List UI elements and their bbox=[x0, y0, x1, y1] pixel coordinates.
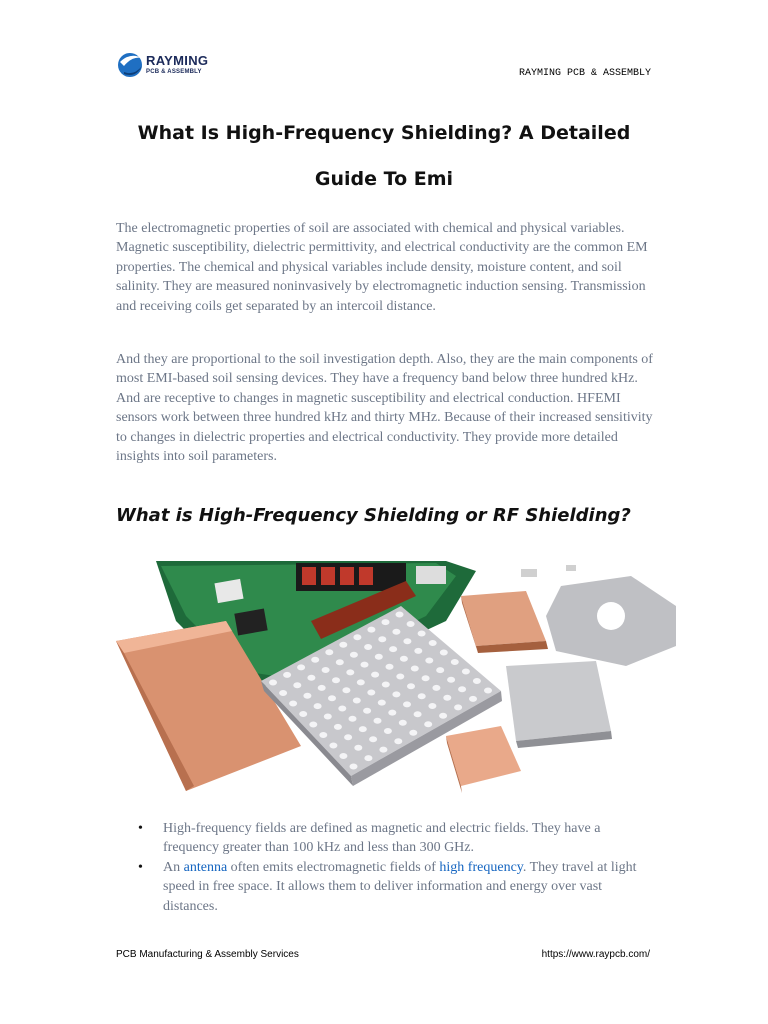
shield-hole bbox=[386, 664, 394, 670]
shield-hole bbox=[400, 656, 408, 662]
shield-hole bbox=[396, 674, 404, 680]
shield-hole bbox=[396, 612, 404, 618]
shield-hole bbox=[371, 672, 379, 678]
shield-hole bbox=[378, 636, 386, 642]
shield-hole bbox=[364, 644, 372, 650]
shield-hole bbox=[432, 685, 440, 691]
shield-hole bbox=[319, 732, 327, 738]
shield-hole bbox=[339, 642, 347, 648]
shield-hole bbox=[399, 720, 407, 726]
shield-hole bbox=[379, 747, 387, 753]
shield-hole bbox=[297, 664, 305, 670]
bullet-list bbox=[138, 819, 658, 916]
shield-hole bbox=[350, 652, 358, 658]
intro-paragraph: The electromagnetic properties of soil are associated with chemical and physical variables. Magnetic susceptibility, dielectric permittivity, and electrical conductivity are the common EM properties. The chemical and physical variables include density, moisture content, and soil salinity. They are measured noninvasively by electromagnetic induction sensing. Transmission and receiving coils get separated by an intercoil distance. bbox=[116, 221, 648, 314]
shield-hole bbox=[303, 693, 311, 699]
shield-hole bbox=[382, 682, 390, 688]
shield-hole bbox=[299, 711, 307, 717]
shield-hole bbox=[440, 650, 448, 656]
shield-hole bbox=[451, 659, 459, 665]
shield-hole bbox=[328, 695, 336, 701]
shield-hole bbox=[338, 706, 346, 712]
shield-hole bbox=[342, 687, 350, 693]
shield-hole bbox=[389, 646, 397, 652]
shield-hole bbox=[454, 704, 462, 710]
steel-octagon-shield bbox=[546, 576, 676, 666]
high-frequency-link[interactable]: high frequency bbox=[439, 859, 523, 875]
shield-hole bbox=[436, 667, 444, 673]
shield-hole bbox=[458, 686, 466, 692]
shield-hole bbox=[403, 701, 411, 707]
shield-hole bbox=[363, 708, 371, 714]
shield-hole bbox=[364, 755, 372, 761]
shield-hole bbox=[329, 743, 337, 749]
antenna-link[interactable]: antenna bbox=[183, 859, 228, 875]
shield-hole bbox=[411, 666, 419, 672]
shield-hole bbox=[339, 753, 347, 759]
shield-hole bbox=[394, 738, 402, 744]
shield-hole bbox=[269, 680, 277, 686]
shield-hole bbox=[414, 711, 422, 717]
shield-hole bbox=[462, 669, 470, 675]
shield-hole bbox=[469, 696, 477, 702]
shield-hole bbox=[283, 672, 291, 678]
shield-hole bbox=[324, 714, 332, 720]
header-company-name: RAYMING PCB & ASSEMBLY bbox=[518, 68, 651, 79]
bullet-icon: • bbox=[138, 859, 143, 875]
bullet-text-prefix: An bbox=[163, 859, 184, 875]
second-paragraph: And they are proportional to the soil investigation depth. Also, they are the main components of most EMI-based soil sensing devices. They have a frequency band below three hundred kHz. And are receptive to changes in magnetic susceptibility and electrical conduction. HFEMI sensors work between three hundred kHz and thirty MHz. Because of their increased sensitivity to changes in dielectric properties and electrical conductivity. They provide more detailed insights into soil parameters. bbox=[116, 352, 653, 465]
rayming-logo bbox=[116, 50, 226, 84]
shield-hole bbox=[357, 679, 365, 685]
shield-hole bbox=[388, 710, 396, 716]
shield-hole bbox=[279, 690, 287, 696]
shield-hole bbox=[425, 658, 433, 664]
shield-hole bbox=[354, 745, 362, 751]
shield-hole bbox=[349, 716, 357, 722]
shield-hole bbox=[361, 662, 369, 668]
shield-hole bbox=[418, 693, 426, 699]
shield-hole bbox=[407, 621, 415, 627]
list-item bbox=[138, 858, 658, 916]
shield-hole bbox=[350, 764, 358, 770]
bullet-text-middle: often emits electromagnetic fields of bbox=[227, 859, 440, 875]
shield-hole bbox=[332, 677, 340, 683]
shield-hole bbox=[309, 722, 317, 728]
shield-hole bbox=[428, 703, 436, 709]
copper-can-small bbox=[461, 591, 548, 653]
shield-hole bbox=[289, 701, 297, 707]
footer-url[interactable]: https://www.raypcb.com/ bbox=[541, 949, 650, 960]
rayming-logo-icon bbox=[116, 50, 146, 80]
page-title: What Is High-Frequency Shielding? A Detailed Guide To Emi bbox=[137, 122, 631, 190]
shield-hole bbox=[384, 728, 392, 734]
steel-square-shield bbox=[506, 661, 612, 748]
shield-hole bbox=[307, 675, 315, 681]
section-heading: What is High-Frequency Shielding or RF Shielding? bbox=[116, 505, 631, 526]
shield-hole bbox=[392, 691, 400, 697]
shield-hole bbox=[314, 703, 322, 709]
shield-hole bbox=[353, 698, 361, 704]
shield-hole bbox=[439, 713, 447, 719]
shield-hole bbox=[322, 667, 330, 673]
footer-services: PCB Manufacturing & Assembly Services bbox=[116, 949, 299, 960]
shield-hole bbox=[403, 638, 411, 644]
shield-hole bbox=[353, 634, 361, 640]
shield-hole bbox=[346, 669, 354, 675]
shield-hole bbox=[344, 734, 352, 740]
shield-hole bbox=[414, 648, 422, 654]
shield-hole bbox=[424, 721, 432, 727]
shield-hole bbox=[367, 690, 375, 696]
copper-can-bottom bbox=[446, 726, 521, 793]
shield-hole bbox=[407, 683, 415, 689]
shield-hole bbox=[293, 682, 301, 688]
shield-hole bbox=[484, 688, 492, 694]
list-item bbox=[138, 819, 658, 858]
shield-hole bbox=[378, 700, 386, 706]
logo-subtitle: PCB & ASSEMBLY bbox=[146, 69, 202, 75]
logo-wordmark: RAYMING bbox=[146, 53, 209, 68]
shield-hole bbox=[422, 675, 430, 681]
shield-hole bbox=[334, 724, 342, 730]
shield-hole bbox=[336, 659, 344, 665]
shield-hole bbox=[311, 657, 319, 663]
shield-hole bbox=[447, 677, 455, 683]
shield-hole bbox=[375, 654, 383, 660]
shield-hole bbox=[392, 629, 400, 635]
shield-hole bbox=[318, 685, 326, 691]
shield-hole bbox=[473, 678, 481, 684]
shield-hole bbox=[367, 627, 375, 633]
shield-hole bbox=[382, 619, 390, 625]
shield-hole bbox=[359, 726, 367, 732]
shield-hole bbox=[374, 718, 382, 724]
shield-hole bbox=[325, 649, 333, 655]
shield-hole bbox=[429, 640, 437, 646]
shield-hole bbox=[443, 695, 451, 701]
bullet-text: High-frequency fields are defined as magnetic and electric fields. They have a frequency greater than 100 kHz and less than 300 GHz. bbox=[163, 821, 601, 856]
small-clips bbox=[521, 565, 576, 577]
shielding-products-photo bbox=[116, 561, 682, 794]
shield-hole bbox=[418, 631, 426, 637]
shield-hole bbox=[409, 730, 417, 736]
bullet-text-suffix: . They travel at light speed in free space. It allows them to deliver information and energy over vast distances. bbox=[163, 859, 637, 914]
bullet-icon: • bbox=[138, 821, 143, 836]
shield-hole bbox=[369, 736, 377, 742]
